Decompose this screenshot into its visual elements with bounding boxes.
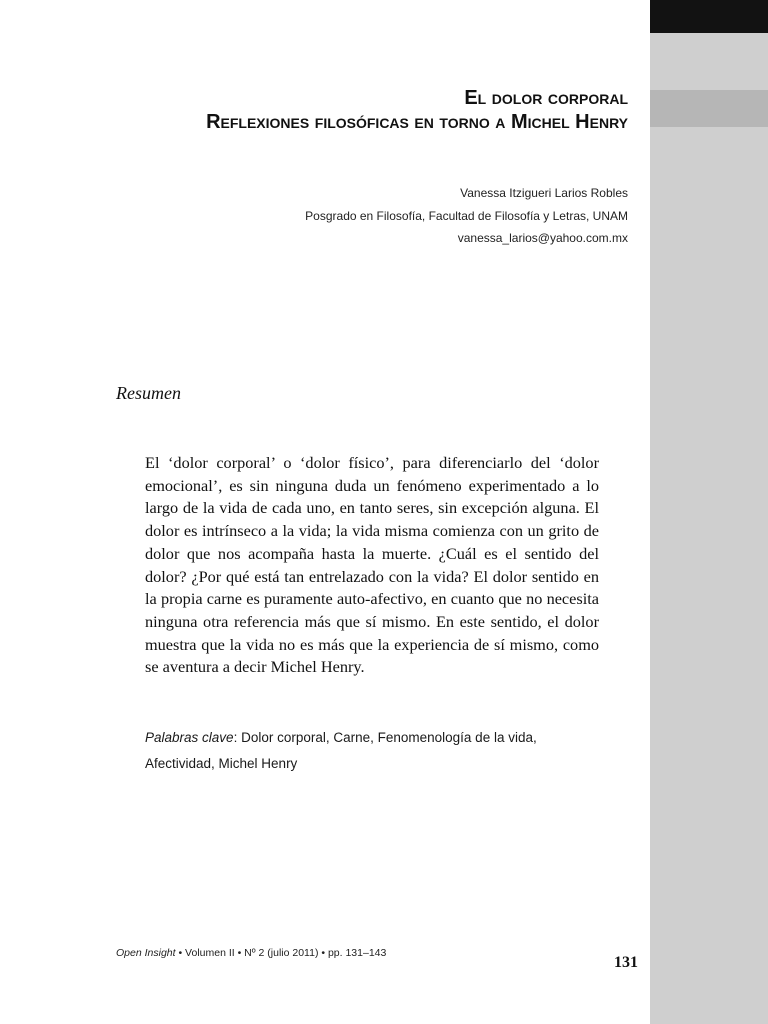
keywords-list: : Dolor corporal, Carne, Fenomenología de la vida, Afectividad, Michel Henry — [145, 730, 537, 771]
side-header-block — [650, 0, 768, 33]
page-number: 131 — [614, 954, 638, 971]
author-info — [305, 182, 628, 250]
journal-name: Open Insight — [116, 947, 176, 959]
citation-details: • Volumen II • Nº 2 (julio 2011) • pp. 131–143 — [175, 947, 387, 959]
abstract-heading: Resumen — [116, 383, 181, 403]
side-margin-strip — [650, 0, 768, 1024]
abstract-text: El ‘dolor corporal’ o ‘dolor físico’, para diferenciarlo del ‘dolor emocional’, es sin ninguna duda un fenómeno experimentado a lo largo de la vida de cada uno, en tanto seres, sin excepción alguna. El dolor es intrínseco a la vida; la vida misma comienza con un grito de dolor que nos acompaña hasta la muerte. ¿Cuál es el sentido del dolor? ¿Por qué está tan entrelazado con la vida? El dolor sentido en la propia carne es puramente auto-afectivo, en cuanto que no necesita ninguna otra referencia más que sí mismo. En este sentido, el dolor muestra que la vida no es más que la experiencia de sí mismo, como se aventura a decir Michel Henry. — [145, 453, 599, 677]
article-title — [206, 86, 628, 134]
side-section-tab — [650, 90, 768, 127]
title-subtitle: Reflexiones filosóficas en torno a Michel Henry — [206, 111, 628, 133]
author-affiliation: Posgrado en Filosofía, Facultad de Filosofía y Letras, UNAM — [305, 208, 628, 223]
title-main: El dolor corporal — [464, 87, 628, 109]
keywords — [145, 725, 605, 777]
keywords-label: Palabras clave — [145, 730, 234, 745]
author-email: vanessa_larios@yahoo.com.mx — [457, 231, 628, 245]
footer-citation — [116, 947, 386, 959]
author-name: Vanessa Itzigueri Larios Robles — [460, 186, 628, 200]
